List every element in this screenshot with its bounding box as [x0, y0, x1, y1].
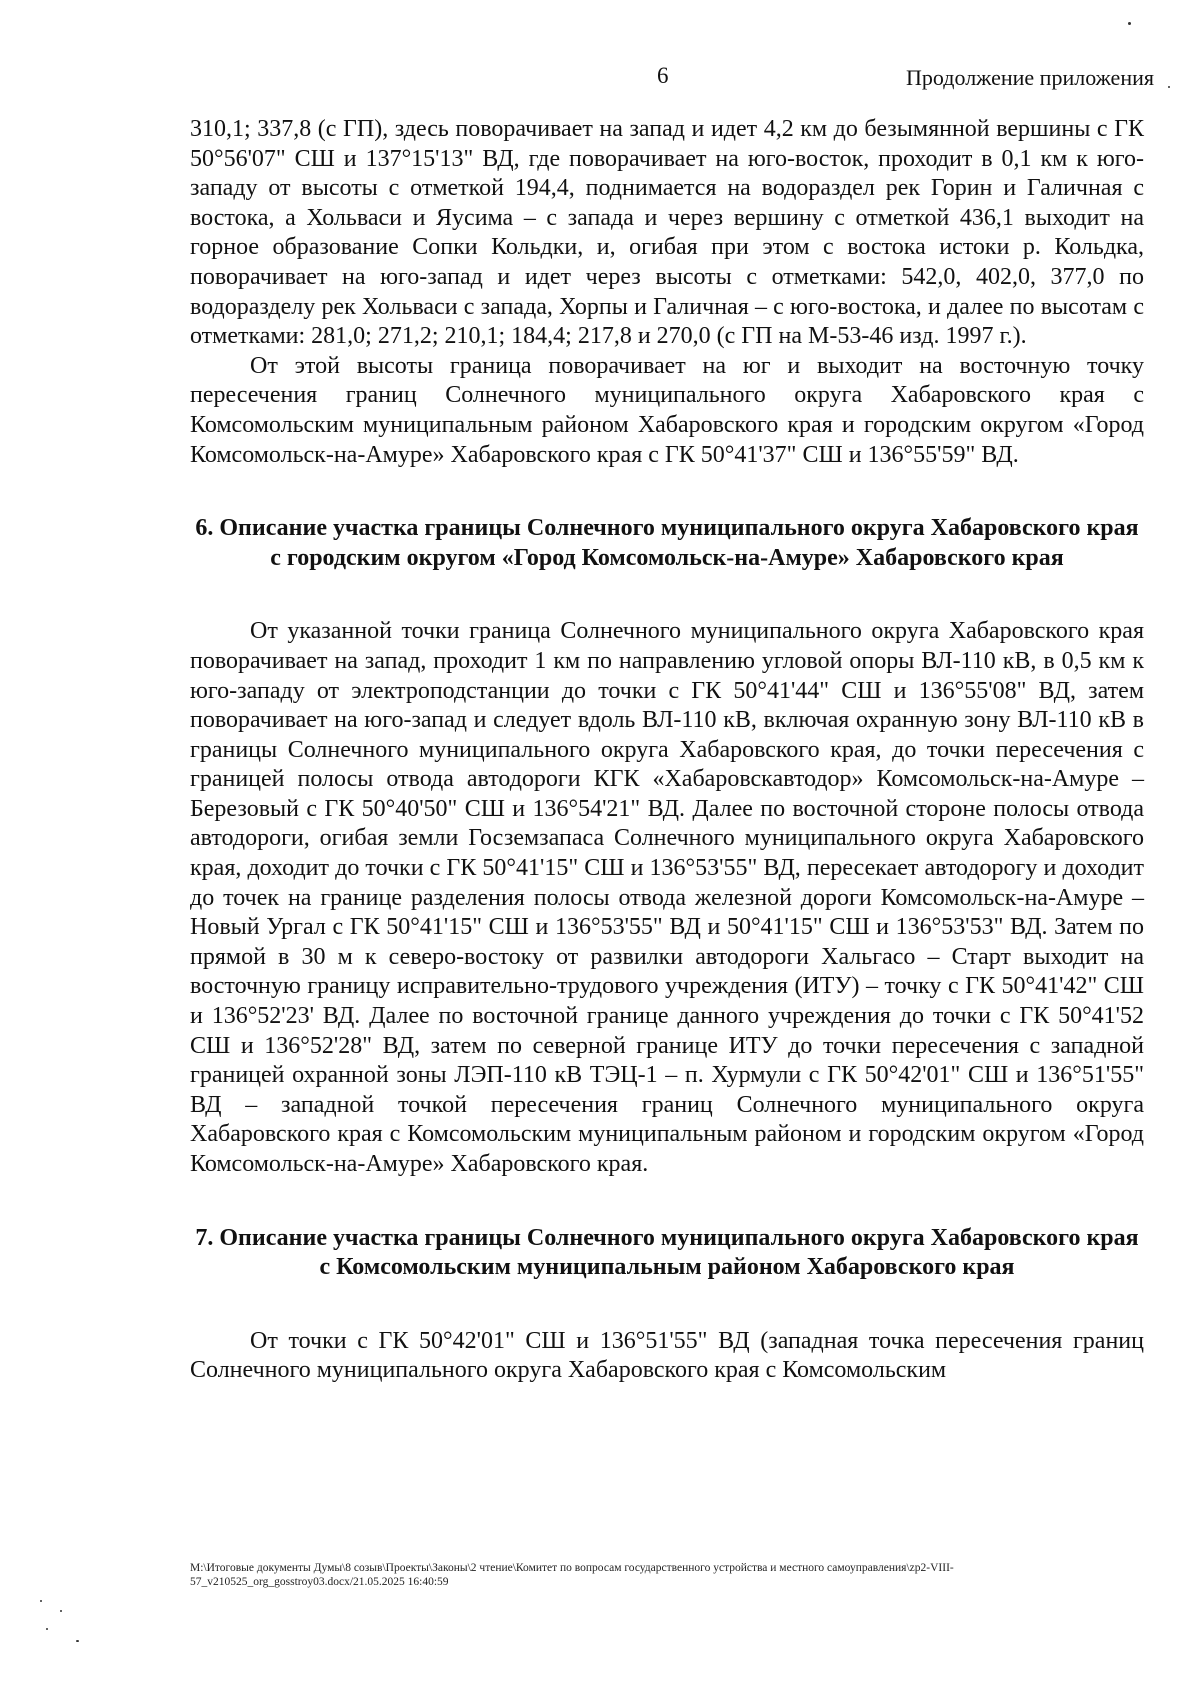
section-heading-6: 6. Описание участка границы Солнечного муниципального округа Хабаровского края с городским округом «Город Комсомольск-на-Амуре» Хабаровского края: [195, 515, 1139, 571]
scan-speck: [60, 1610, 62, 1612]
scan-speck: [40, 1600, 42, 1602]
section-heading-7: 7. Описание участка границы Солнечного муниципального округа Хабаровского края с Комсомольским муниципальным районом Хабаровского края: [195, 1224, 1139, 1281]
paragraph-east-point: От этой высоты граница поворачивает на юг и выходит на восточную точку пересечения границ Солнечного муниципального округа Хабаровского края с Комсомольским муниципальным районом Хабаровского края и городским округом «Город Комсомольск-на-Амуре» Хабаровского края с ГК 50°41'37" СШ и 136°55'59" ВД.: [190, 352, 1144, 468]
footer-file-path: M:\Итоговые документы Думы\8 созыв\Проекты\Законы\2 чтение\Комитет по вопросам государственного устройства и местного самоуправления\zp2-VIII-57_v210525_org_gosstroy03.docx/21.05.2025 16:40:59: [190, 1562, 954, 1588]
paragraph-section-7: От точки с ГК 50°42'01" СШ и 136°51'55" ВД (западная точка пересечения границ Солнечного муниципального округа Хабаровского края с Комсомольским: [190, 1327, 1144, 1384]
document-body: [190, 115, 1144, 1386]
paragraph-section-6: От указанной точки граница Солнечного муниципального округа Хабаровского края поворачивает на запад, проходит 1 км по направлению угловой опоры ВЛ-110 кВ, в 0,5 км к юго-западу от электроподстанции до точки с ГК 50°41'44" СШ и 136°55'08" ВД, затем поворачивает на юго-запад и следует вдоль ВЛ-110 кВ, включая охранную зону ВЛ-110 кВ в границы Солнечного муниципального округа Хабаровского края, до точки пересечения с границей полосы отвода автодороги КГК «Хабаровскавтодор» Комсомольск-на-Амуре – Березовый с ГК 50°40'50" СШ и 136°54'21" ВД. Далее по восточной стороне полосы отвода автодороги, огибая земли Госземзапаса Солнечного муниципального округа Хабаровского края, доходит до точки с ГК 50°41'15" СШ и 136°53'55" ВД, пересекает автодорогу и доходит до точек на границе разделения полосы отвода железной дороги Комсомольск-на-Амуре – Новый Ургал с ГК 50°41'15" СШ и 136°53'55" ВД и 50°41'15" СШ и 136°53'53" ВД. Затем по прямой в 30 м к северо-востоку от развилки автодороги Хальгасо – Старт выходит на восточную границу исправительно-трудового учреждения (ИТУ) – точку с ГК 50°41'42" СШ и 136°52'23' ВД. Далее по восточной границе данного учреждения до точки с ГК 50°41'52 СШ и 136°52'28" ВД, затем по северной границе ИТУ до точки пересечения с западной границей охранной зоны ЛЭП-110 кВ ТЭЦ-1 – п. Хурмули с ГК 50°42'01" СШ и 136°51'55" ВД – западной точкой пересечения границ Солнечного муниципального округа Хабаровского края с Комсомольским муниципальным районом и городским округом «Город Комсомольск-на-Амуре» Хабаровского края.: [190, 618, 1144, 1177]
continuation-label: Продолжение приложения: [906, 65, 1154, 90]
scan-speck: [1128, 22, 1131, 25]
scan-speck: [1168, 86, 1170, 88]
scan-speck: [46, 1628, 48, 1630]
scan-speck: [76, 1640, 79, 1642]
page-number: 6: [657, 63, 669, 88]
paragraph-continued: 310,1; 337,8 (с ГП), здесь поворачивает на запад и идет 4,2 км до безымянной вершины с ГК 50°56'07" СШ и 137°15'13" ВД, где поворачивает на юго-восток, проходит в 0,1 км к юго-западу от высоты с отметкой 194,4, поднимается на водораздел рек Горин и Галичная с востока, а Хольваси и Яусима – с запада и через вершину с отметкой 436,1 выходит на горное образование Сопки Кольдки, и, огибая при этом с востока истоки р. Кольдка, поворачивает на юго-запад и идет через высоты с отметками: 542,0, 402,0, 377,0 по водоразделу рек Хольваси с запада, Хорпы и Галичная – с юго-востока, и далее по высотам с отметками: 281,0; 271,2; 210,1; 184,4; 217,8 и 270,0 (с ГП на М-53-46 изд. 1997 г.).: [190, 116, 1144, 350]
